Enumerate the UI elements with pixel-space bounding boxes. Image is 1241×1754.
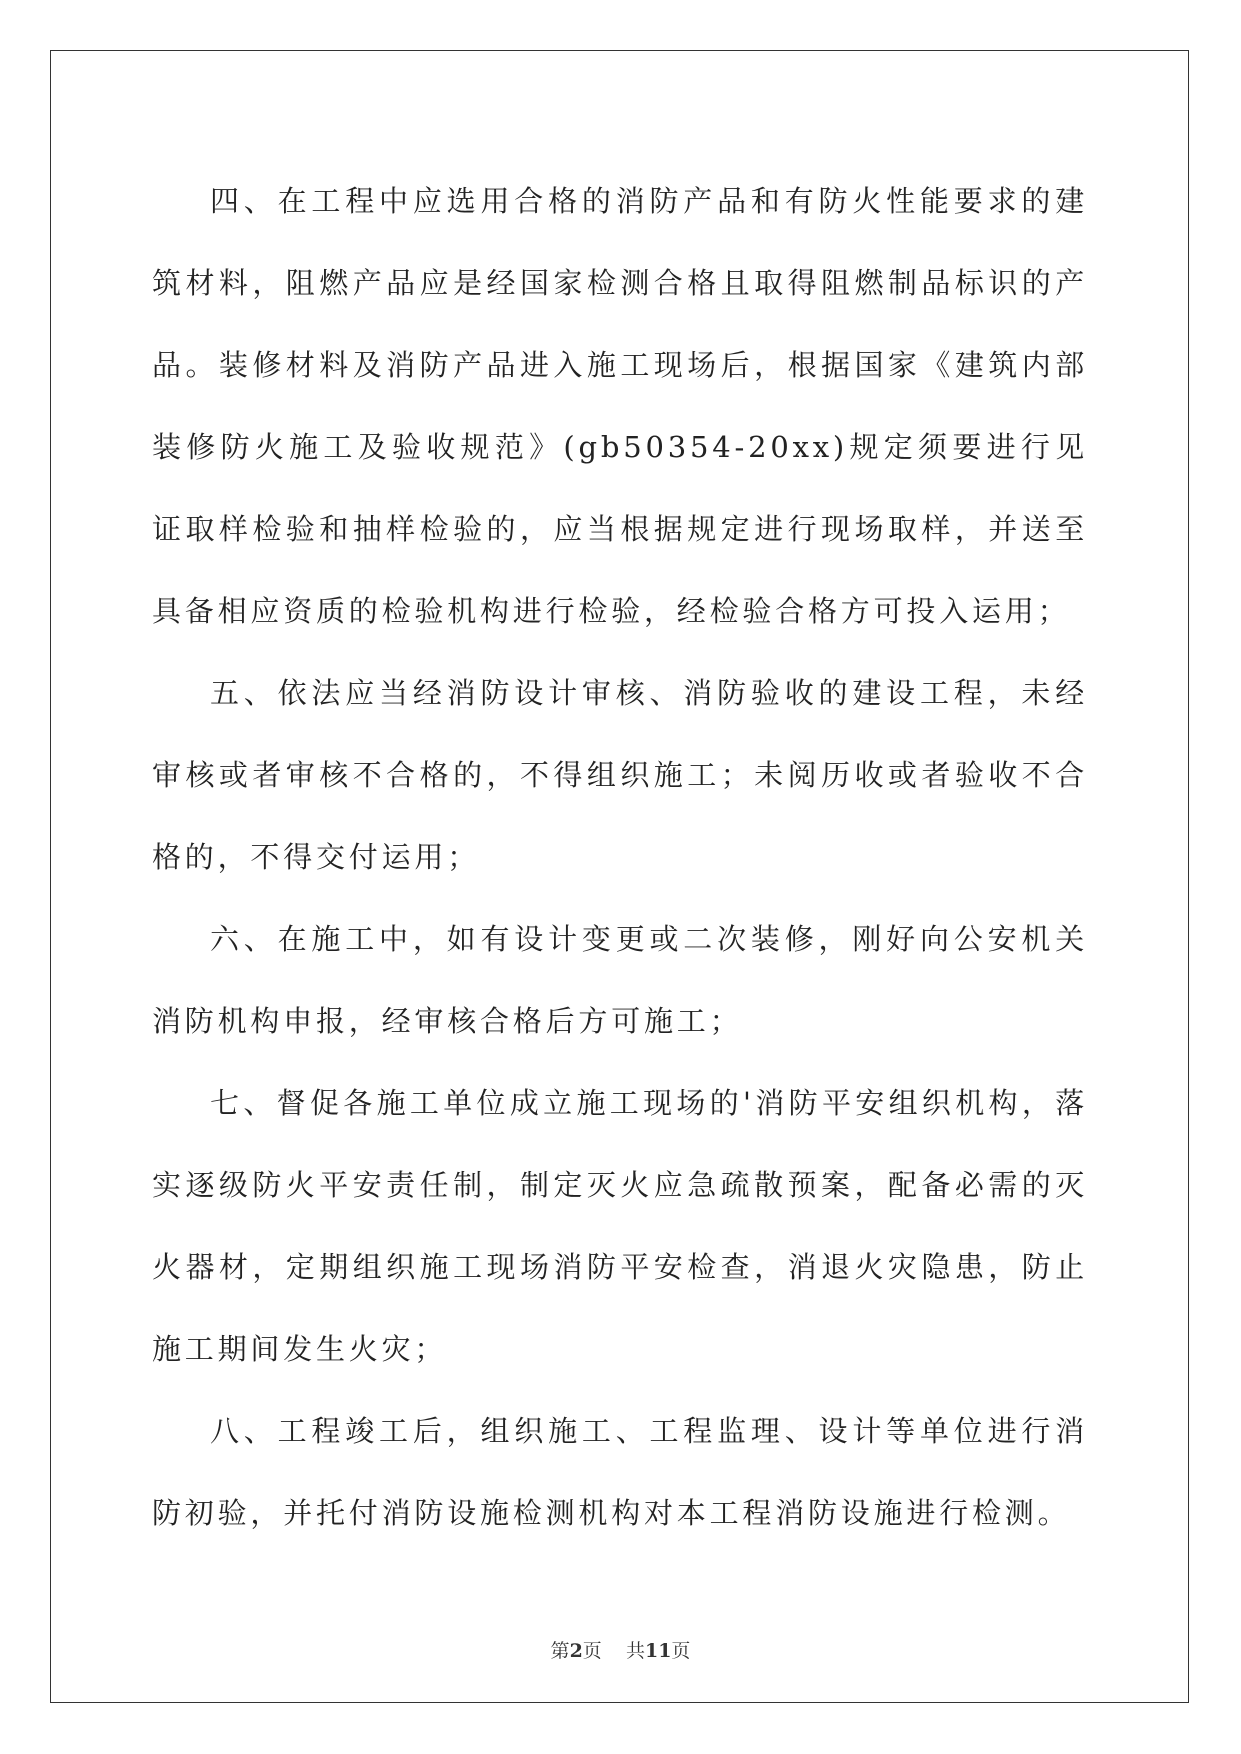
page-prefix: 第 (550, 1640, 570, 1662)
page-mid: 页 共 (582, 1640, 645, 1662)
paragraph-6: 六、在施工中，如有设计变更或二次装修，刚好向公安机关消防机构申报，经审核合格后方可施工； (152, 922, 1088, 1038)
paragraph-4: 四、在工程中应选用合格的消防产品和有防火性能要求的建筑材料，阻燃产品应是经国家检测合格且取得阻燃制品标识的产品。装修材料及消防产品进入施工现场后，根据国家《建筑内部装修防火施工及验收规范》(gb50354-20xx)规定须要进行见证取样检验和抽样检验的，应当根据规定进行现场取样，并送至具备相应资质的检验机构进行检验，经检验合格方可投入运用； (152, 184, 1088, 628)
document-body (152, 160, 1088, 1554)
paragraph-8: 八、工程竣工后，组织施工、工程监理、设计等单位进行消防初验，并托付消防设施检测机构对本工程消防设施进行检测。 (152, 1414, 1088, 1530)
page-current: 2 (569, 1640, 583, 1662)
paragraph-5: 五、依法应当经消防设计审核、消防验收的建设工程，未经审核或者审核不合格的，不得组织施工；未阅历收或者验收不合格的，不得交付运用； (152, 676, 1088, 874)
page-suffix: 页 (671, 1640, 691, 1662)
page-footer (0, 1636, 1241, 1663)
paragraph-7: 七、督促各施工单位成立施工现场的'消防平安组织机构，落实逐级防火平安责任制，制定灭火应急疏散预案，配备必需的灭火器材，定期组织施工现场消防平安检查，消退火灾隐患，防止施工期间发生火灾； (152, 1086, 1088, 1366)
page-total: 11 (644, 1640, 672, 1662)
